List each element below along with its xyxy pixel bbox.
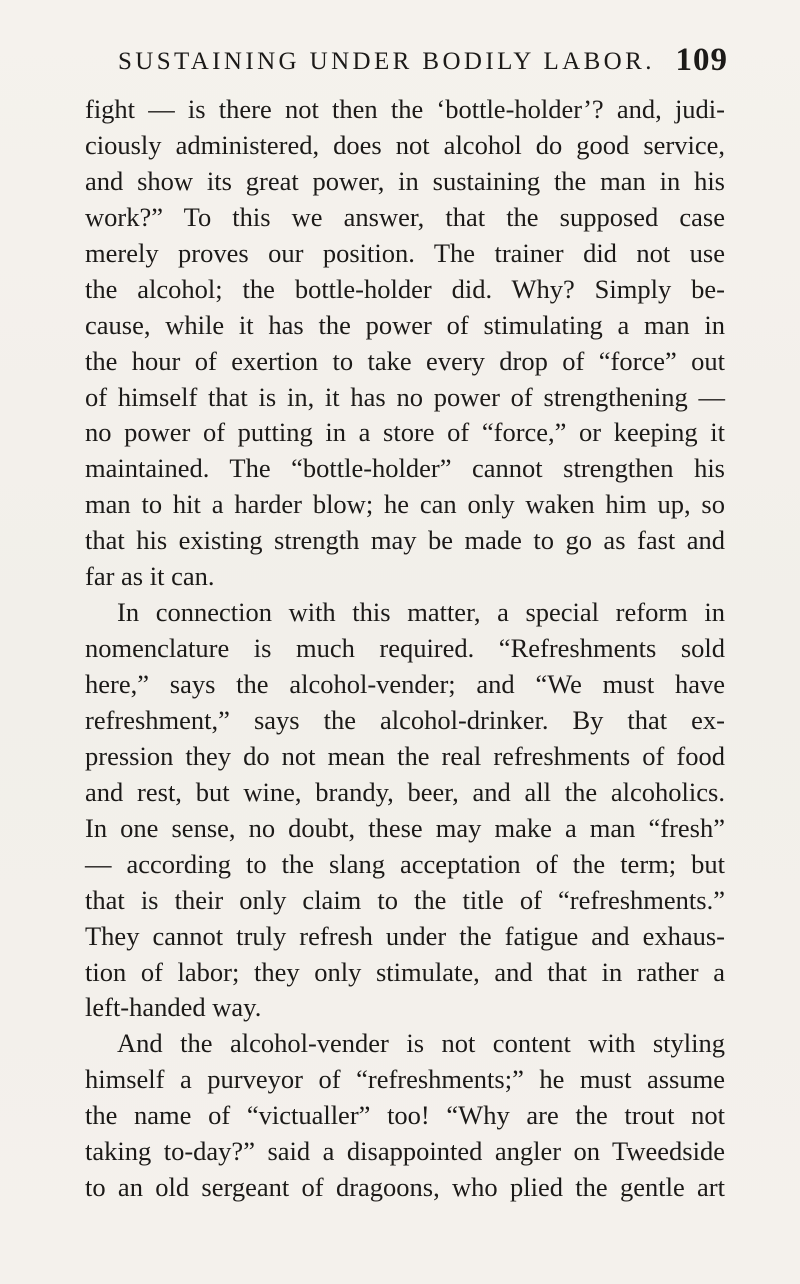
text-line: In one sense, no doubt, these may make a man “fresh”	[85, 812, 725, 843]
text-line: maintained. The “bottle-holder” cannot strengthen his	[85, 453, 725, 484]
text-line: In connection with this matter, a special reform in	[117, 597, 725, 628]
text-line: the hour of exertion to take every drop of “force” out	[85, 345, 725, 376]
text-line: merely proves our position. The trainer did not use	[85, 237, 725, 268]
text-line: They cannot truly refresh under the fatigue and exhaus-	[85, 920, 725, 951]
text-line: man to hit a harder blow; he can only waken him up, so	[85, 489, 725, 520]
text-line: that his existing strength may be made to go as fast and	[85, 525, 725, 556]
text-line: the name of “victualler” too! “Why are the trout not	[85, 1100, 725, 1131]
text-line: the alcohol; the bottle-holder did. Why? Simply be-	[85, 273, 725, 304]
text-line: of himself that is in, it has no power of strengthening —	[85, 381, 725, 412]
text-line: nomenclature is much required. “Refreshments sold	[85, 633, 725, 664]
text-line: ciously administered, does not alcohol do good service,	[85, 129, 725, 160]
paragraph-3	[85, 1026, 725, 1206]
text-line: far as it can.	[85, 561, 215, 592]
text-line: work?” To this we answer, that the supposed case	[85, 201, 725, 232]
text-line: refreshment,” says the alcohol-drinker. By that ex-	[85, 704, 725, 735]
text-line: — according to the slang acceptation of the term; but	[85, 848, 725, 879]
paragraph-1	[85, 92, 725, 595]
text-line: cause, while it has the power of stimulating a man in	[85, 309, 725, 340]
text-line: no power of putting in a store of “force,” or keeping it	[85, 417, 725, 448]
text-line: left-handed way.	[85, 992, 262, 1023]
running-head	[118, 42, 728, 82]
text-line: pression they do not mean the real refreshments of food	[85, 740, 725, 771]
text-line: that is their only claim to the title of “refreshments.”	[85, 884, 725, 915]
text-line: here,” says the alcohol-vender; and “We must have	[85, 669, 725, 699]
text-line: himself a purveyor of “refreshments;” he must assume	[85, 1064, 725, 1095]
text-line: taking to-day?” said a disappointed angler on Tweedside	[85, 1136, 725, 1167]
text-line: fight — is there not then the ‘bottle-holder’? and, judi-	[85, 94, 725, 124]
text-line: and rest, but wine, brandy, beer, and all the alcoholics.	[85, 776, 725, 807]
text-line: to an old sergeant of dragoons, who plied the gentle art	[85, 1172, 725, 1203]
text-line: And the alcohol-vender is not content with styling	[117, 1028, 725, 1059]
paragraph-2	[85, 595, 725, 1026]
text-line: tion of labor; they only stimulate, and that in rather a	[85, 956, 725, 987]
running-title: SUSTAINING UNDER BODILY LABOR.	[118, 48, 655, 75]
body-text	[85, 92, 725, 1206]
text-line: and show its great power, in sustaining the man in his	[85, 165, 725, 196]
page-number: 109	[675, 42, 728, 78]
